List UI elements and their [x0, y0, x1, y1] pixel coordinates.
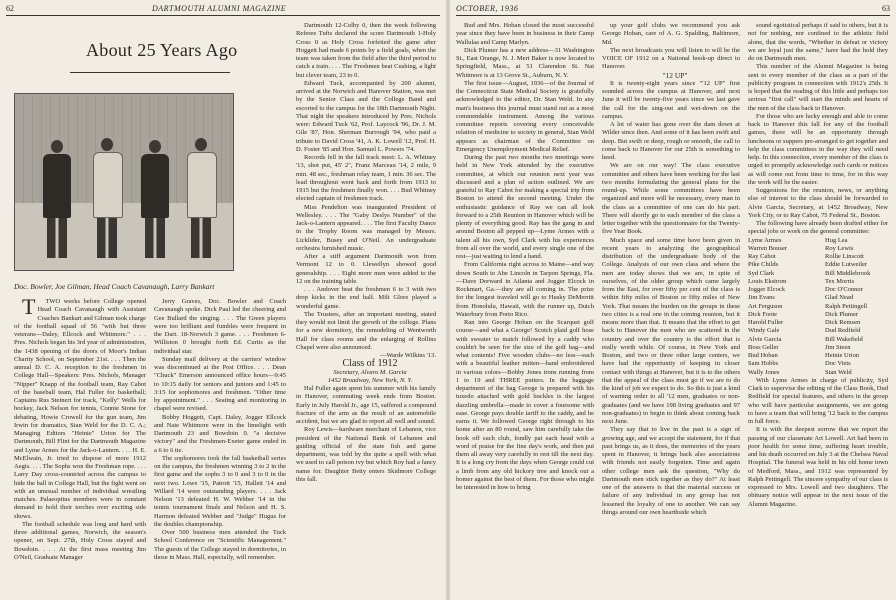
committee-member: Louis Ekstrom	[748, 277, 787, 285]
r-col3-paragraph-2: This number of the Alumni Magazine is being sent to every member of the class as a part of the publicity program in connection with 1912's 25th. It is hoped that the reading of this little and perhaps too serious "first call" will start the minds and hearts of the men of the class back to Hanover.	[748, 63, 888, 112]
r-col1-paragraph-1: Bud and Mrs. Hoban closed the most successful year since they have been in business in their Camp Wallulaa and Camp Marlyn.	[456, 22, 594, 46]
committee-member: Alvie Garcia	[748, 335, 782, 343]
r-col1-paragraph-2: Dick Plumer has a new address—31 Washington St., East Orange, N. J. Mert Baker is now located in Springfield, Mass., at 51 Clarendon St. Nat Whitmore is at 13 Grove St., Auburn, N. Y.	[456, 46, 594, 79]
committee-member: Pike Childs	[748, 261, 779, 269]
committee-column-left	[748, 237, 811, 377]
r-col1-paragraph-5: From California right across to Maine—and way down South to Abe Lincoln in Tarpon Springs, Fla.—Dave Dorward in Atlanta and Jogger Elcock in Rockmart, Ga.—they are all coming in. The prize for the longest traveled will go to Husky DeMerritt from Honolulu, Hawaii, with the runner up, Dutch Waterbury from Porto Rico.	[456, 261, 594, 318]
photo-person-1	[43, 140, 71, 258]
r-col2-paragraph-6: Much space and some time have been given in recent years to analyzing the geographical distribution of the undergraduate body of the College. Analysis of our own class and where the men are today shows that we are, in spite of ourselves, of the older group which came largely from the East, for over fifty per cent of the class is within fifty miles of Boston or fifty miles of New York. That means the burden on the groups in these two cities is a real one in the coming reunion, but it means more than that. It means that the effort to get back to Hanover the men who are scattered in the country and over the country is the effort that is really worth while. Of course, in New York and Boston, and two or three other large centers, we have had the opportunity of keeping in closer contact with things at Hanover, but it is to the others that the appeal of the class must go if we are to do the kind of job we expect to do. So this is just a kind of warning order to all '12 men, graduates or non-graduates (and we have 198 living graduates and 97 non-graduates) to begin to think about coming back next June.	[602, 236, 740, 425]
class-secretary: Secretary, Alvaro M. Garcia	[333, 368, 407, 376]
class-address: 1452 Broadway, New York, N. Y.	[327, 376, 413, 384]
photo-person-3	[141, 140, 169, 258]
r-col2-paragraph-4: A lot of water has gone over the dam down at Wilder since then. And some of it has been swift and deep. But swift or deep, rough or smooth, the call to come back to Hanover for our 25th is something to heed.	[602, 121, 740, 161]
committee-member: Dick Foote	[748, 310, 778, 318]
right-header-rule	[456, 15, 890, 16]
r-col3-paragraph-6: With Lyme Armes in charge of publicity, Syd Clark to supervise the editing of the Class Book, Dud Redfield for special features, and others in the group who will have particular assignments, we are going to have a team that will bring '12 back to the campus in full force.	[748, 376, 888, 425]
committee-member: Tex Morris	[825, 277, 854, 285]
col3-paragraph-5: After a stiff argument Dartmouth won from Vermont 12 to 0. Llewellyn showed good generalship. . . . Eight more men were added to the 12 on the training table.	[296, 253, 436, 285]
committee-list	[748, 237, 888, 377]
committee-member: Eddie Lutweiler	[825, 261, 868, 269]
r-col1-paragraph-4: During the past two months two meetings were held in New York attended by the executive committee, at which our reunion next year was discussed and a plan of action outlined. We are grateful to Ray Cabot for making a special trip from Boston to attend the second meeting. Under the enthusiastic guidance of Ray we can all look forward to a 25th Reunion in Hanover which will be plenty of everything good. Ray has the gang in and around Boston all pepped up—Lyme Armes with a talent all his own, Syd Clark with his experiences from all over the world, and every single one of the rest—just waiting to lend a hand.	[456, 154, 594, 260]
right-page-number: 63	[882, 4, 890, 13]
photo-person-2	[93, 138, 121, 258]
left-column-2	[154, 298, 286, 596]
col3-paragraph-4: Miss Pendelton was inaugurated President of Wellesley. . . . The "Gaby Deslys Number" of the Jack-o-Lantern appeared. . . . The first Faculty Dance in the Trophy Room was managed by Messrs. Licklider, Busey and O'Neil. An undergraduate orchestra furnished music.	[296, 203, 436, 252]
committee-member: Glad Nead	[825, 294, 853, 302]
committee-member: Stan Weld	[825, 368, 852, 376]
committee-member: Wally Jones	[748, 368, 780, 376]
committee-member: Boss Geller	[748, 343, 779, 351]
left-column-1	[14, 298, 146, 596]
r-col3-paragraph-3: For those who are lucky enough and able to come back to Hanover this fall for any of the football games, there will be an opportunity through luncheons or suppers pre-arranged to get together and help the class committees in the way they will need help. In this connection, every member of the class is urged to promptly acknowledge such cards or notices as will come out from time to time, for in this way the work will be the easier.	[748, 112, 888, 186]
left-page	[0, 0, 446, 600]
right-column-3	[748, 22, 888, 596]
r-col1-paragraph-3: The first issue—August, 1936—of the Journal of the Connecticut State Medical Society is gratefully acknowledged to the editor, Dr. Stan Weld. In any man's business this journal must stand out as a most commendable instrument. Among the various committee reports covering every conceivable relation of medicine to society in general, Stan Weld appears as chairman of the Committee on Emergency Unemployment Medical Relief.	[456, 79, 594, 153]
left-page-number: 62	[6, 4, 14, 13]
col1-paragraph-2: The football schedule was long and hard with three additional games, Norwich, the season's opener, on Sept. 27th, Holy Cross stayed and Bowdoin. . . . At the first mass meeting Jim O'Neil, Graduate Manager	[14, 520, 146, 561]
col2-paragraph-1: Jerry Graves, Doc. Bowler and Coach Cavanaugh spoke. Dick Paul led the cheering and Gee Bullard the singing. . . . The Green players were too brilliant and fumbles were frequent in the Dart. 18-Norwich 3 game. . . . Freshmen 6-Williston 0 brought forth Ed. Curtis as the individual star.	[154, 298, 286, 355]
col3-paragraph-7: The Trustees, after an important meeting, stated they would not limit the growth of the college. Plans for a new dormitory, the remodeling of Wentworth Hall for class rooms and the enlarging of Rollins Chapel were also announced.	[296, 310, 436, 351]
r-col3-paragraph-4: Suggestions for the reunion, news, or anything else of interest to the class should be forwarded to Alvie Garcia, Secretary, at 1452 Broadway, New York City, or to Ray Cabot, 75 Federal St., Boston.	[748, 187, 888, 219]
col3-paragraph-1: Dartmouth 12-Colby 0, then the week following Referee Tufts declared the score Dartmouth 1-Holy Cross 0 as Holy Cross forfeited the game after Hoggett had made 6 points by a field goals, when the team was taken from the field after the third period to catch a train. . . . The Freshmen beat Cushing, a light but clever team, 23 to 0.	[296, 22, 436, 79]
col3-paragraph-2: Edward Tuck, accompanied by 200 alumni, arrived at the Norwich and Hanover Station, was met by the Senior Class and the College Band and escorted to the campus for the 18th Dartmouth Night. That night the speakers introduced by Pres. Nichols were: Edward Tuck '62, Prof. Laycock '96, Dr. J. M. Gile '87, Hon. Sherman Burrough '94, who paid a tribute to David Cross '41, A. K. Lowell '12, Prof. H. D. Foster '85 and Hon. Samuel L. Powers '74.	[296, 79, 436, 153]
committee-member: Jogger Elcock	[748, 286, 786, 293]
committee-member: Dud Redfield	[825, 327, 861, 335]
committee-member: Jim Evans	[748, 294, 775, 302]
r-col3-paragraph-1: sound egotistical perhaps if said to others, but it is not for nothing, nor confined to the athletic field alone, that the words, "Whether in defeat or victory we are loyal just the same," have had the hold they do on Dartmouth men.	[748, 22, 888, 62]
committee-column-right	[825, 237, 888, 377]
committee-member: Dick Remsen	[825, 319, 861, 326]
right-running-head: OCTOBER, 1936	[456, 4, 519, 13]
left-column-3	[296, 22, 436, 596]
committee-member: Ralph Pettingell	[825, 302, 868, 310]
committee-member: Hug Lea	[825, 236, 848, 244]
committee-member: Doc O'Connor	[825, 286, 863, 293]
photo-caption: Doc. Bowler, Joe Gilman, Head Coach Cavanaugh, Larry Bankart	[14, 282, 215, 291]
team-photo	[14, 93, 234, 271]
right-page	[450, 0, 896, 600]
col2-paragraph-3: Bobby Hoggett, Capt. Daley, Jogger Ellcock and Nate Whitmore were in the limelight with Dartmouth 23 and Bowdoin 0. "a decisive victory" and the Freshmen-Exeter game ended in a 6 to 6 tie.	[154, 413, 286, 454]
r-col2-paragraph-5: We are on our way! The class executive committee and others have been working for the last two months formulating the general plans for the round-up. While some committees have been organized and more will be necessary, every man in the class as a committee of one can do his part. There will shortly go to each member of the class a letter together with the questionnaire for the Twenty-five Year Book.	[602, 162, 740, 236]
title-rule	[70, 72, 230, 73]
committee-member: Harold Fuller	[748, 319, 784, 326]
committee-member: Roy Lewis	[825, 244, 854, 252]
committee-member: Bill Wakefield	[825, 335, 863, 343]
committee-member: Syd Clark	[748, 269, 775, 277]
committee-member: Warren Bouser	[748, 244, 788, 252]
col3-paragraph-9: Roy Lewis—hardware merchant of Lebanon, vice president of the National Bank of Lebanon and guiding official of the state fish and game department, was told by the quite a spell with what we used to call poison ivy but which Roy had a fancy name for. Daughter Betty enters Skidmore College this fall.	[296, 426, 436, 483]
committee-member: Doc Viets	[825, 360, 851, 368]
r-col2-paragraph-7: They say that to live in the past is a sign of growing age, and we accept the statement, for if that past brings us, as it does, the memories of the years spent in Hanover, it brings back also associations with friends not easily forgotten. Time and again other college men ask the question, "Why do Dartmouth men stick together as they do?" At least one of the answers is that the material success or failure of any individual in any group has not lessened the loyalty of one to another. We can say things around our own hearthside which	[602, 426, 740, 516]
col3-signature: —Warde Wilkins '13.	[379, 352, 436, 359]
left-header-rule	[6, 15, 440, 16]
committee-member: Art Ferguson	[748, 302, 783, 310]
col2-paragraph-2: Sunday mail delivery at the carriers' window was discontinued at the Post Office. . . . Dean "Chuck" Emerson announced office hours—9:45 to 10:15 daily for seniors and juniors and 1:45 to 3:15 for sophomores and freshmen. "Other time by appointment." . . . Seating and monitoring in chapel were revised.	[154, 355, 286, 413]
col3-paragraph-8: Hal Fuller again spent his summer with his family in Hanover, commuting week ends from Boston. Early in July Harold Jr., age 15, suffered a compound fracture of the arm as the result of an automobile accident, but we are glad to report all well and sound.	[296, 385, 436, 425]
col2-paragraph-5: Over 500 business men attended the Tuck School Conference on "Scientific Management." The guests of the College stayed in dormitories, in those in Mass. Hall, especially, will remember.	[154, 529, 286, 561]
article-title: About 25 Years Ago	[86, 40, 238, 60]
left-running-head: DARTMOUTH ALUMNI MAGAZINE	[152, 4, 287, 13]
col3-paragraph-6: . . . Andover beat the freshmen 6 to 3 with two drop kicks in the end half. Milt Glore played a wonderful game.	[296, 286, 436, 310]
committee-member: Heinie Urion	[825, 352, 860, 359]
r-col2-paragraph-1: up your golf clubs we recommend you ask George Hoban, care of A. G. Spalding, Baltimore, Md.	[602, 22, 740, 46]
committee-member: Windy Gale	[748, 327, 780, 335]
right-column-2	[602, 22, 740, 596]
r-col3-paragraph-7: It is with the deepest sorrow that we report the passing of our classmate Art Lowell. Art had been in poor health for some time, suffering heart trouble, and his death occurred on July 3 at the Chelsea Naval Hospital. The funeral was held in his old home town of Medford, Mass., and 1912 was represented by Ralph Pettingell. The sincere sympathy of our class is expressed to Mrs. Lowell and two daughters. The obituary notice will appear in the next issue of the Alumni Magazine.	[748, 426, 888, 508]
col1-paragraph-1: T TWO weeks before College opened Head Coach Cavanaugh with Assistant Coaches Bankart and Gilman took charge of the football squad of 56 "with but three veterans—Daley, Ellcock and Whitmore." . . . Pres. Nichols began his 3rd year of administration, the 1438 opening of the doors of Moor's Indian Charity School, on September 21st. . . . Then the annual D. C. A. reception to the freshmen in College Hall—Speakers: Pres. Nichols, Manager "Nipper" Knapp of the football team, Ray Cabot of the baseball team, Hal Fuller for basketball; Captains Rus Steinert for track, "Kelly" Wells for hockey, Jack Nelson for tennis, Connie Stone for debating, Howie Crowell for the gun team, Jim Irwin for dramatics, Stan Weld for the D. C. A.; Managing Editors "Heinie" Urion for The Dartmouth, Bill Flint for the Dartmouth Magazine and Lyme Armes for the Jack-o-Lantern. . . . H. E. McElwain, Jr. tried to dispose of more 1912 Aegis. . . . The Sophs won the Freshman rope. . . . Larry Day cross-countried across the campus to hide the ball in College Hall, but the fight went on with an unusual number of individual wrestling matches. Palaeopitus members were in constant demand to hold their torches over exciting side shows.	[14, 298, 146, 520]
committee-member: Ray Cabot	[748, 253, 776, 260]
col3-paragraph-3: Records fell in the fall track meet: L. A. Whitney '13, shot put, 45' 2", Franz Marceau '14, 2 mile, 9 min. 48 sec., freshman relay team, 1 min. 36 sec. The lead throughout went back and forth from 1913 to 1915 but the freshmen finally won. . . . Bud Whitney elected captain of freshmen track.	[296, 154, 436, 203]
committee-member: Rollie Linscott	[825, 253, 864, 260]
r-col3-paragraph-5: The following have already been drafted either for special jobs or work on the general committee:	[748, 220, 888, 236]
committee-member: Lyme Armes	[748, 236, 782, 244]
col2-paragraph-4: The sophomores took the fall basketball series on the campus, the freshmen winning 3 to 2 in the first game and the sophs 3 to 0 and 3 to 0 in the next two. Lowe '15, Patrott '15, Hallett '14 and Willard '14 were outstanding players. . . . Jack Nelson '13 defeated H. W. Webber '14 in the tennis tournament finals and Nelson and H. S. Harmon defeated Webber and "Judge" Hugus for the doubles championship.	[154, 454, 286, 528]
right-column-1	[456, 22, 594, 596]
committee-member: Bill Middlebrook	[825, 269, 871, 277]
r-col2-heading: "12 UP"	[662, 70, 688, 80]
committee-member: Jim Steen	[825, 343, 851, 351]
committee-member: Sam Hobbs	[748, 360, 779, 368]
photo-person-4	[187, 138, 215, 258]
committee-member: Bud Hoban	[748, 352, 778, 359]
r-col1-paragraph-6: Ran into George Hoban on the Scarquet golf course—and what a George! Scotch plaid golf hose with sweater to match followed by a caddy who couldn't be seen for the size of the golf bag—and what contents! Five wooden clubs—no less—each with a beautiful leather mitten—hand embroidered in various colors—Bobby Jones irons running from 1 to 19 and THREE putters. In the baggage department of the bag George is prepared with his tuxedo attached with gold buckles is the largest dazzling umbrella—made to cover a foursome with ease. George pays double tariff to the caddy, and he earns it. We followed George right through to his home after an 80 round, saw him carefully take the hook off each club, fondly pat each head with a word of praise for the fine day's work, and then put them all away very carefully to rest till the next day. It is a long cry from the days when George could cut a limb from any old hickory tree and knock out a homer against the best of them. For those who might be interested in how to bring	[456, 319, 594, 491]
r-col2-paragraph-2: The next broadcasts you will listen to will be the VOICE OF 1912 on a National hook-up direct to Hanover.	[602, 46, 740, 71]
r-col2-paragraph-3: It is twenty-eight years since "'12 UP" first sounded across the campus at Hanover, and next June it will be twenty-five years since we last gave the call for the sing-out and wet-down on the campus.	[602, 79, 740, 120]
class-title: Class of 1912	[342, 358, 398, 370]
committee-member: Dick Plumer	[825, 310, 859, 318]
